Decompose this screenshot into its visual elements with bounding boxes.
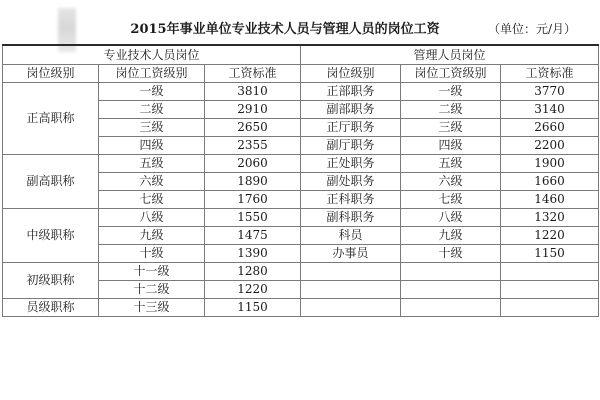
salary-table [2,44,599,317]
table-row [3,83,599,101]
mgmt-position-cell: 副部职务 [301,101,401,119]
prof-grade-cell: 六级 [99,173,205,191]
prof-pay-cell: 1890 [205,173,301,191]
prof-grade-cell: 四级 [99,137,205,155]
mgmt-pay-cell: 1660 [501,173,599,191]
mgmt-position-cell: 副科职务 [301,209,401,227]
category-cell: 正高职称 [3,83,99,155]
mgmt-position-cell [301,281,401,299]
column-header: 岗位工资级别 [401,65,501,83]
mgmt-grade-cell: 八级 [401,209,501,227]
mgmt-grade-cell: 六级 [401,173,501,191]
mgmt-grade-cell: 三级 [401,119,501,137]
category-cell: 副高职称 [3,155,99,209]
mgmt-pay-cell: 1460 [501,191,599,209]
mgmt-position-cell: 正处职务 [301,155,401,173]
prof-grade-cell: 九级 [99,227,205,245]
column-header: 岗位级别 [3,65,99,83]
prof-grade-cell: 二级 [99,101,205,119]
mgmt-position-cell [301,299,401,317]
mgmt-position-cell: 正部职务 [301,83,401,101]
prof-grade-cell: 十级 [99,245,205,263]
prof-pay-cell: 1280 [205,263,301,281]
prof-pay-cell: 1760 [205,191,301,209]
group-header-row [3,45,599,65]
mgmt-grade-cell: 一级 [401,83,501,101]
prof-pay-cell: 1220 [205,281,301,299]
page-title: 2015年事业单位专业技术人员与管理人员的岗位工资 [130,22,440,37]
prof-pay-cell: 1550 [205,209,301,227]
mgmt-position-cell: 办事员 [301,245,401,263]
table-row [3,299,599,317]
mgmt-position-cell: 科员 [301,227,401,245]
prof-grade-cell: 一级 [99,83,205,101]
mgmt-pay-cell: 1220 [501,227,599,245]
mgmt-pay-cell: 3140 [501,101,599,119]
mgmt-grade-cell: 十级 [401,245,501,263]
prof-grade-cell: 十二级 [99,281,205,299]
mgmt-pay-cell: 1150 [501,245,599,263]
category-cell: 员级职称 [3,299,99,317]
unit-note: （单位：元/月） [488,22,577,36]
prof-grade-cell: 五级 [99,155,205,173]
prof-pay-cell: 2355 [205,137,301,155]
mgmt-grade-cell: 四级 [401,137,501,155]
column-header: 岗位级别 [301,65,401,83]
mgmt-grade-cell: 二级 [401,101,501,119]
table-row [3,209,599,227]
mgmt-pay-cell: 3770 [501,83,599,101]
mgmt-pay-cell [501,299,599,317]
prof-grade-cell: 十一级 [99,263,205,281]
prof-pay-cell: 3810 [205,83,301,101]
mgmt-grade-cell [401,281,501,299]
prof-grade-cell: 七级 [99,191,205,209]
prof-grade-cell: 十三级 [99,299,205,317]
mgmt-grade-cell [401,299,501,317]
mgmt-grade-cell: 七级 [401,191,501,209]
table-row [3,155,599,173]
mgmt-pay-cell: 1900 [501,155,599,173]
mgmt-pay-cell [501,263,599,281]
column-header: 工资标准 [501,65,599,83]
prof-pay-cell: 1150 [205,299,301,317]
prof-pay-cell: 2060 [205,155,301,173]
group-header-professional: 专业技术人员岗位 [3,45,301,65]
prof-pay-cell: 2650 [205,119,301,137]
group-header-management: 管理人员岗位 [301,45,599,65]
mgmt-pay-cell [501,281,599,299]
column-header-row [3,65,599,83]
prof-pay-cell: 1390 [205,245,301,263]
mgmt-pay-cell: 2200 [501,137,599,155]
prof-grade-cell: 八级 [99,209,205,227]
category-cell: 中级职称 [3,209,99,263]
mgmt-pay-cell: 1320 [501,209,599,227]
table-row [3,263,599,281]
column-header: 工资标准 [205,65,301,83]
mgmt-grade-cell: 九级 [401,227,501,245]
mgmt-position-cell: 副厅职务 [301,137,401,155]
mgmt-position-cell: 正科职务 [301,191,401,209]
mgmt-position-cell [301,263,401,281]
prof-grade-cell: 三级 [99,119,205,137]
mgmt-position-cell: 正厅职务 [301,119,401,137]
mgmt-grade-cell: 五级 [401,155,501,173]
prof-pay-cell: 1475 [205,227,301,245]
mgmt-grade-cell [401,263,501,281]
mgmt-position-cell: 副处职务 [301,173,401,191]
prof-pay-cell: 2910 [205,101,301,119]
category-cell: 初级职称 [3,263,99,299]
mgmt-pay-cell: 2660 [501,119,599,137]
column-header: 岗位工资级别 [99,65,205,83]
